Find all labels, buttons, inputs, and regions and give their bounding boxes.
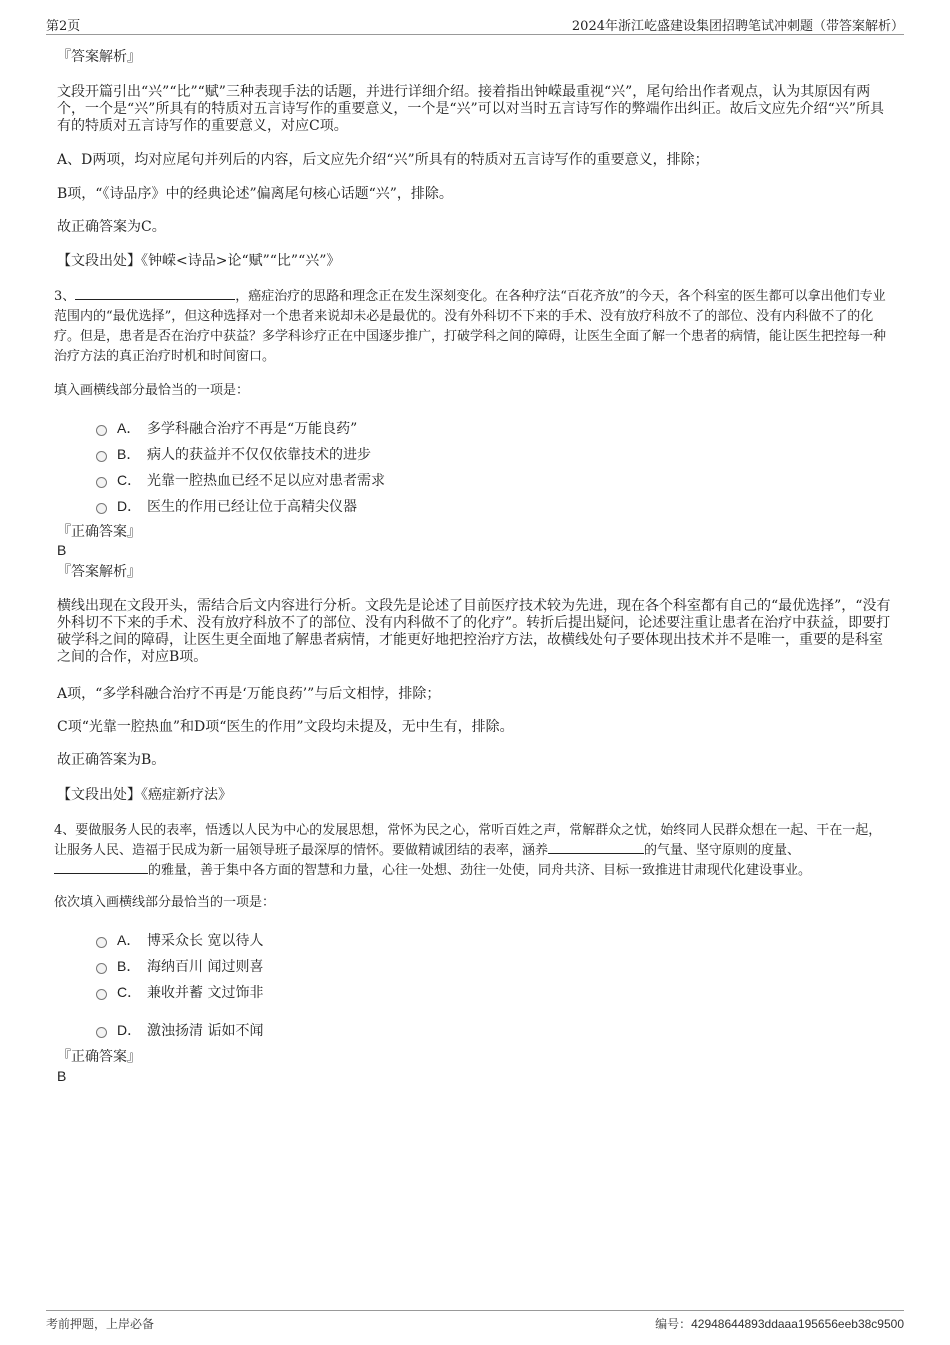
option-text: 多学科融合治疗不再是“万能良药” [147, 421, 358, 437]
option-text: 海纳百川 闻过则喜 [147, 959, 264, 975]
document-title: 2024年浙江屹盛建设集团招聘笔试冲刺题（带答案解析） [571, 19, 904, 34]
radio-icon[interactable] [96, 937, 107, 948]
q2-source: 【文段出处】《钟嵘<诗品>论“赋”“比”“兴”》 [57, 253, 341, 269]
q4-text-part-2: 的气量、坚守原则的度量、 [644, 843, 801, 858]
radio-icon[interactable] [96, 989, 107, 1000]
q2-analysis-paragraph-3: B项，“《诗品序》中的经典论述”偏离尾句核心话题“兴”，排除。 [57, 186, 453, 202]
q4-stem [54, 821, 894, 881]
q4-prompt: 依次填入画横线部分最恰当的一项是： [54, 895, 276, 910]
q3-source: 【文段出处】《癌症新疗法》 [57, 787, 232, 803]
option-letter: A． [117, 932, 141, 948]
q3-option-a[interactable] [96, 418, 357, 438]
q3-analysis-paragraph-3: C项“光靠一腔热血”和D项“医生的作用”文段均未提及，无中生有，排除。 [57, 719, 514, 735]
q3-option-b[interactable] [96, 444, 371, 464]
q4-option-b[interactable] [96, 956, 263, 976]
q4-number: 4、 [54, 823, 76, 838]
option-letter: D． [117, 1022, 142, 1038]
q3-text: ，癌症治疗的思路和理念正在发生深刻变化。在各种疗法“百花齐放”的今天，各个科室的医生都可以拿出他们专业范围内的“最优选择”，但这种选择对一个患者来说却未必是最优的。没有外科切不下来的手术、没有放疗科放不了的部位、没有内科做不了的化疗。但是，患者是否在治疗中获益？多学科诊疗正在中国逐步推广，打破学科之间的障碍，让医生全面了解一个患者的病情，能让医生把控每一种治疗方法的真正治疗时机和时间窗口。 [54, 289, 887, 364]
radio-icon[interactable] [96, 477, 107, 488]
option-letter: C． [117, 984, 142, 1000]
q4-answer-title: 『正确答案』 [57, 1049, 141, 1065]
q3-prompt: 填入画横线部分最恰当的一项是： [54, 383, 250, 398]
q3-answer: B [57, 542, 67, 558]
q2-analysis-title: 『答案解析』 [57, 49, 141, 65]
option-text: 兼收并蓄 文过饰非 [147, 985, 264, 1001]
q4-option-a[interactable] [96, 930, 263, 950]
q2-analysis-paragraph-2: A、D两项，均对应尾句并列后的内容，后文应先介绍“兴”所具有的特质对五言诗写作的重要意义，排除； [57, 152, 709, 168]
radio-icon[interactable] [96, 425, 107, 436]
page-header [46, 14, 904, 35]
q4-blank-1 [548, 841, 644, 854]
page-footer [46, 1310, 904, 1335]
radio-icon[interactable] [96, 503, 107, 514]
option-letter: B． [117, 958, 141, 974]
q3-analysis-paragraph-1: 横线出现在文段开头，需结合后文内容进行分析。文段先是论述了目前医疗技术较为先进，现在各个科室都有自己的“最优选择”，“没有外科切不下来的手术、没有放疗科放不了的部位、没有内科做不了的化疗”。转折后提出疑问，论述要注重让患者在治疗中获益，即要打破学科之间的障碍，让医生更全面地了解患者病情，才能更好地把控治疗方法，故横线处句子要体现出技术并不是唯一，重要的是科室之间的合作，对应B项。 [57, 598, 891, 665]
radio-icon[interactable] [96, 1027, 107, 1038]
document-serial: 编号：42948644893ddaaa195656eeb38c9500 [655, 1317, 904, 1331]
option-text: 光靠一腔热血已经不足以应对患者需求 [147, 473, 385, 489]
q4-blank-2 [54, 861, 148, 874]
option-text: 激浊扬清 诟如不闻 [147, 1023, 264, 1039]
q4-text-part-1: 要做服务人民的表率，悟透以人民为中心的发展思想，常怀为民之心，常听百姓之声，常解群众之忧，始终同人民群众想在一起、干在一起，让服务人民、造福于民成为新一届领导班子最深厚的情怀。要做精诚团结的表率，涵养 [54, 823, 882, 858]
radio-icon[interactable] [96, 451, 107, 462]
q2-analysis-paragraph-4: 故正确答案为C。 [57, 219, 166, 235]
option-letter: B． [117, 446, 141, 462]
q3-number: 3、 [54, 289, 76, 304]
q3-stem [54, 287, 894, 367]
q3-answer-title: 『正确答案』 [57, 524, 141, 540]
option-letter: A． [117, 420, 141, 436]
page-number: 第2页 [46, 19, 81, 34]
q3-analysis-paragraph-2: A项，“多学科融合治疗不再是‘万能良药’”与后文相悖，排除； [57, 686, 441, 702]
q3-analysis-paragraph-4: 故正确答案为B。 [57, 752, 166, 768]
footer-slogan: 考前押题，上岸必备 [46, 1317, 155, 1331]
option-text: 病人的获益并不仅仅依靠技术的进步 [147, 447, 371, 463]
q4-option-c[interactable] [96, 982, 263, 1002]
q3-blank [75, 287, 235, 300]
option-text: 博采众长 宽以待人 [147, 933, 264, 949]
option-letter: D． [117, 498, 142, 514]
q4-option-d[interactable] [96, 1020, 263, 1040]
q3-analysis-title: 『答案解析』 [57, 564, 141, 580]
q3-option-d[interactable] [96, 496, 357, 516]
q2-analysis-paragraph-1: 文段开篇引出“兴”“比”“赋”三种表现手法的话题，并进行详细介绍。接着指出钟嵘最重视“兴”，尾句给出作者观点，认为其原因有两个，一个是“兴”所具有的特质对五言诗写作的重要意义，一个是“兴”可以对当时五言诗写作的弊端作出纠正。故后文应先介绍“兴”所具有的特质对五言诗写作的重要意义，对应C项。 [57, 84, 884, 134]
option-letter: C． [117, 472, 142, 488]
option-text: 医生的作用已经让位于高精尖仪器 [147, 499, 357, 515]
q4-text-part-3: 的雅量，善于集中各方面的智慧和力量，心往一处想、劲往一处使，同舟共济、目标一致推进甘肃现代化建设事业。 [148, 863, 812, 878]
q3-option-c[interactable] [96, 470, 385, 490]
radio-icon[interactable] [96, 963, 107, 974]
q4-answer: B [57, 1068, 67, 1084]
